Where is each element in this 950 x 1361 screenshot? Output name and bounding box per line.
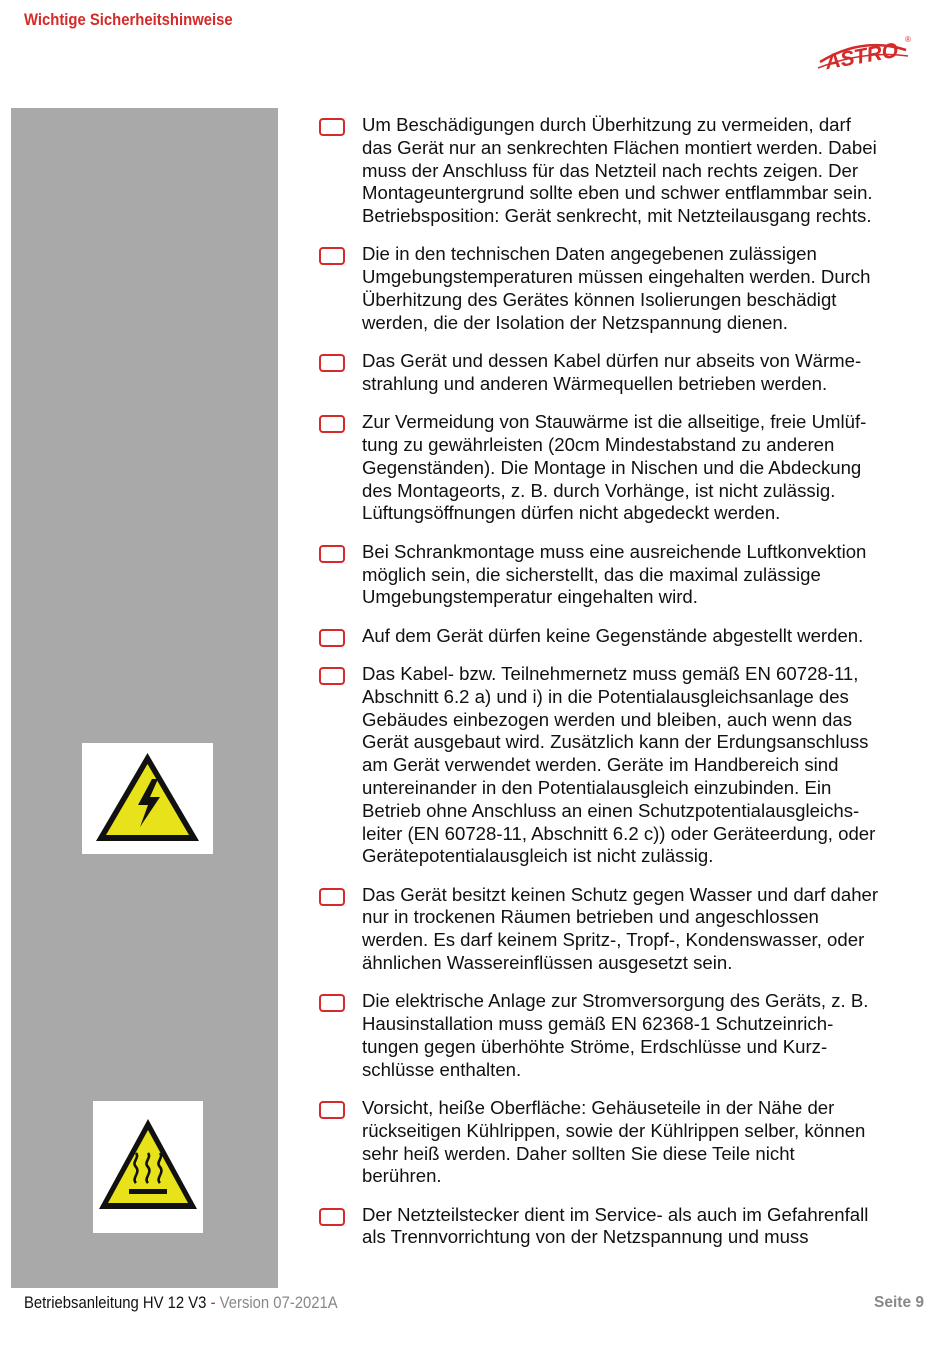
astro-logo — [812, 28, 912, 78]
list-item — [318, 350, 928, 396]
safety-instructions-list — [318, 114, 928, 1265]
list-item-text: Vorsicht, heiße Oberfläche: Gehäuseteile in der Nähe der rückseitigen Kühlrippen, sowie der Kühlrippen selber, können sehr heiß werden. Daher sollten Sie diese Teile nicht berühren. — [362, 1096, 866, 1187]
list-item-text: Auf dem Gerät dürfen keine Gegenstände abgestellt werden. — [362, 624, 864, 646]
list-item — [318, 625, 928, 648]
list-item-text: Die in den technischen Daten angegebenen zulässigen Umgebungstemperaturen müssen eingehalten werden. Durch Überhitzung des Gerätes können Isolierungen beschädigt werden, die der Isolation der Netzspannung dienen. — [362, 243, 871, 333]
list-item — [318, 990, 928, 1081]
list-item — [318, 114, 928, 228]
list-item-text: Bei Schrankmontage muss eine ausreichende Luftkonvektion möglich sein, die sicherstellt, das die maximal zulässige Umgebungstemperatur eingehalten wird. — [362, 540, 867, 608]
hot-surface-icon — [93, 1101, 203, 1233]
list-item — [318, 411, 928, 525]
list-item-text: Die elektrische Anlage zur Stromversorgung des Geräts, z. B. Hausinstallation muss gemäß EN 62368-1 Schutzeinrich- tungen gegen überhöhte Ströme, Erdschlüsse und Kurz- schlüsse enthalten. — [362, 990, 869, 1080]
page-number: Seite 9 — [874, 1294, 924, 1311]
footer-separator: - — [206, 1294, 220, 1312]
astro-logo-text: ASTRO — [823, 38, 900, 75]
list-item — [318, 1204, 928, 1250]
list-item-text: Das Kabel- bzw. Teilnehmernetz muss gemäß EN 60728-11, Abschnitt 6.2 a) und i) in die Potentialausgleichsanlage des Gebäudes einbezogen werden und bleiben, auch wenn das Gerät ausgebaut wird. Zusätzlich kann der Erdungsanschluss am Gerät verwendet werden. Geräte im Handbereich sind untereinander in den Potentialausgleich einzubinden. Ein Betrieb ohne Anschluss an einen Schutzpotentialausgleichs- leiter (EN 60728-11, Abschnitt 6.2 c)) oder Geräteerdung, oder Gerätepotentialausgleich ist nicht zulässig. — [362, 662, 876, 867]
checkbox-icon — [319, 415, 345, 433]
checkbox-icon — [319, 1101, 345, 1119]
checkbox-icon — [319, 247, 345, 265]
checkbox-icon — [319, 545, 345, 563]
list-item — [318, 884, 928, 975]
list-item-text: Der Netzteilstecker dient im Service- als auch im Gefahrenfall als Trennvorrichtung von der Netzspannung und muss — [362, 1203, 869, 1248]
astro-logo-registered: ® — [905, 35, 911, 44]
checkbox-icon — [319, 354, 345, 372]
checkbox-icon — [319, 629, 345, 647]
list-item — [318, 541, 928, 609]
list-item-text: Das Gerät besitzt keinen Schutz gegen Wasser und darf daher nur in trockenen Räumen betrieben und angeschlossen werden. Es darf keinem Spritz-, Tropf-, Kondenswasser, oder ähnlichen Wassereinflüssen ausgesetzt sein. — [362, 883, 879, 973]
footer-document-title: Betriebsanleitung HV 12 V3 — [24, 1294, 207, 1312]
list-item-text: Zur Vermeidung von Stauwärme ist die allseitige, freie Umlüf- tung zu gewährleisten (20cm Mindestabstand zu anderen Gegenständen). Die Montage in Nischen und die Abdeckung des Montageorts, z. B. durch Vorhänge, ist nicht zulässig. Lüftungsöffnungen dürfen nicht abgedeckt werden. — [362, 411, 867, 524]
list-item-text: Um Beschädigungen durch Überhitzung zu vermeiden, darf das Gerät nur an senkrechten Flächen montiert werden. Dabei muss der Anschluss für das Netzteil nach rechts zeigen. Der Montageuntergrund sollte eben und schwer entflammbar sein. Betriebsposition: Gerät senkrecht, mit Netzteilausgang rechts. — [362, 114, 877, 227]
checkbox-icon — [319, 994, 345, 1012]
list-item — [318, 663, 928, 868]
list-item-text: Das Gerät und dessen Kabel dürfen nur abseits von Wärme- strahlung und anderen Wärmequellen betrieben werden. — [362, 350, 862, 394]
footer-document-info — [24, 1294, 338, 1313]
checkbox-icon — [319, 888, 345, 906]
checkbox-icon — [319, 1208, 345, 1226]
checkbox-icon — [319, 118, 345, 136]
electric-hazard-icon — [82, 743, 213, 854]
page-header-title: Wichtige Sicherheitshinweise — [24, 11, 233, 29]
checkbox-icon — [319, 667, 345, 685]
list-item — [318, 243, 928, 334]
list-item — [318, 1097, 928, 1188]
footer-version: Version 07-2021A — [219, 1294, 338, 1312]
